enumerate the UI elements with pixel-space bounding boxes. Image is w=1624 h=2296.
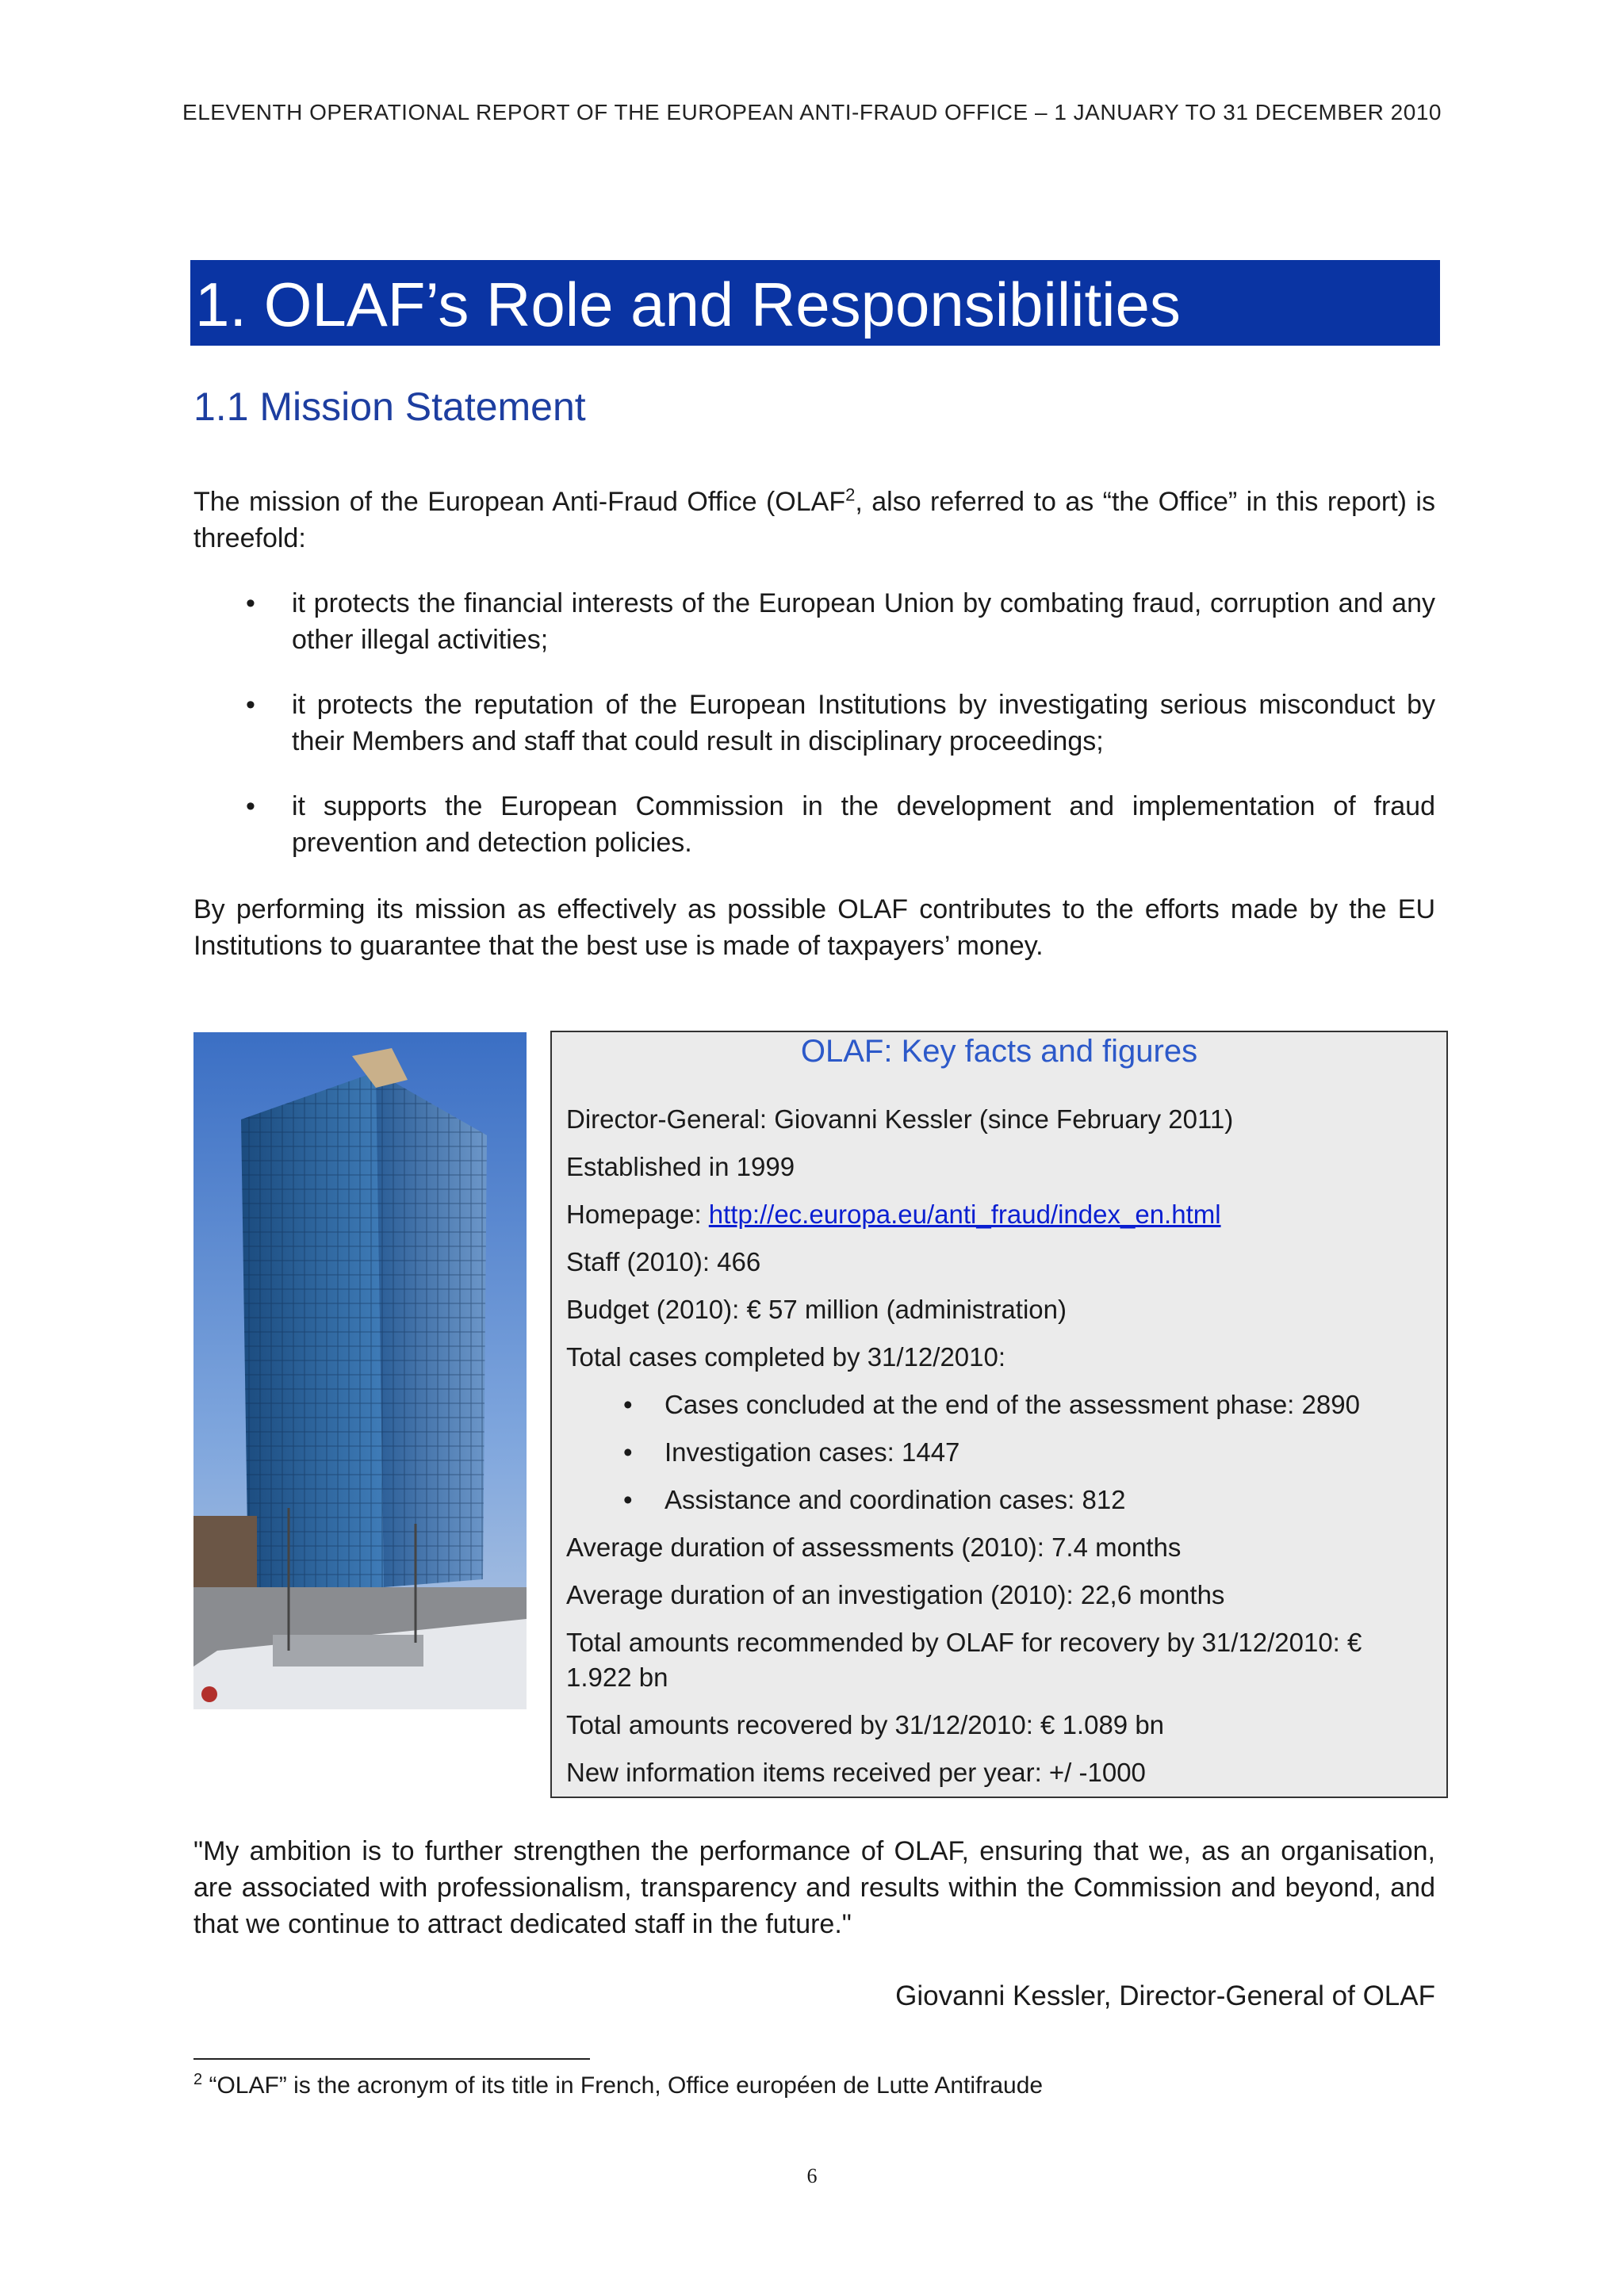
- fact-staff: Staff (2010): 466: [566, 1247, 761, 1276]
- bullet-text: it supports the European Commission in the development and implementation of fraud prevention and detection policies.: [292, 791, 1435, 858]
- case-item-text: Cases concluded at the end of the assessment phase: 2890: [665, 1390, 1360, 1419]
- intro-text-after: , also referred to as “the Office” in this report) is threefold:: [193, 487, 1435, 553]
- footnote-reference[interactable]: 2: [845, 484, 856, 505]
- bullet-text: it protects the financial interests of the European Union by combating fraud, corruption and any other illegal activities;: [292, 588, 1435, 655]
- intro-paragraph: [193, 484, 1435, 557]
- mission-bullet-list: [193, 585, 1435, 890]
- fact-avg-assessment: Average duration of assessments (2010): 7.4 months: [566, 1533, 1182, 1562]
- list-item: [193, 788, 1435, 861]
- olaf-building-photo: [193, 1032, 527, 1709]
- footnote: [193, 2072, 1043, 2099]
- key-facts-list: [566, 1102, 1431, 1803]
- footnote-divider: [193, 2058, 590, 2060]
- fact-director: Director-General: Giovanni Kessler (since February 2011): [566, 1104, 1234, 1134]
- footnote-number: 2: [193, 2071, 203, 2088]
- fact-homepage: [566, 1197, 1431, 1232]
- footnote-text: “OLAF” is the acronym of its title in French, Office européen de Lutte Antifraude: [202, 2072, 1044, 2099]
- list-item: [193, 585, 1435, 658]
- section-title: 1.1 Mission Statement: [193, 385, 586, 429]
- list-item: [193, 687, 1435, 760]
- fact-total-cases: Total cases completed by 31/12/2010:: [566, 1342, 1006, 1372]
- fact-established: Established in 1999: [566, 1152, 795, 1181]
- key-facts-title: OLAF: Key facts and figures: [800, 1034, 1198, 1069]
- bullet-icon: •: [246, 690, 255, 720]
- case-item-text: Investigation cases: 1447: [665, 1437, 960, 1467]
- list-item: [566, 1483, 1431, 1517]
- running-header: ELEVENTH OPERATIONAL REPORT OF THE EUROPEAN ANTI-FRAUD OFFICE – 1 JANUARY TO 31 DECEMBER 2010: [182, 100, 1442, 124]
- homepage-label: Homepage:: [566, 1200, 709, 1229]
- homepage-link[interactable]: http://ec.europa.eu/anti_fraud/index_en.html: [708, 1200, 1221, 1229]
- fact-budget: Budget (2010): € 57 million (administration): [566, 1295, 1067, 1324]
- fact-recovered: Total amounts recovered by 31/12/2010: € 1.089 bn: [566, 1710, 1165, 1739]
- bullet-icon: •: [623, 1390, 633, 1419]
- bullet-icon: •: [623, 1485, 633, 1514]
- bullet-icon: •: [623, 1437, 633, 1467]
- case-item-text: Assistance and coordination cases: 812: [665, 1485, 1126, 1514]
- bullet-text: it protects the reputation of the European Institutions by investigating serious misconduct by their Members and staff that could result in disciplinary proceedings;: [292, 690, 1435, 756]
- list-item: [566, 1435, 1431, 1470]
- closing-paragraph: By performing its mission as effectively as possible OLAF contributes to the efforts made by the EU Institutions to guarantee that the best use is made of taxpayers’ money.: [193, 894, 1435, 961]
- fact-avg-investigation: Average duration of an investigation (2010): 22,6 months: [566, 1580, 1225, 1609]
- quote-signature: Giovanni Kessler, Director-General of OLAF: [895, 1980, 1435, 2011]
- list-item: [566, 1387, 1431, 1422]
- intro-text-before: The mission of the European Anti-Fraud Office (OLAF: [193, 487, 846, 517]
- chapter-title: 1. OLAF’s Role and Responsibilities: [195, 270, 1181, 339]
- director-quote: "My ambition is to further strengthen the performance of OLAF, ensuring that we, as an organisation, are associated with professionalism, transparency and results within the Commission and beyond, and that we continue to attract dedicated staff in the future.": [193, 1836, 1435, 1939]
- fact-recommended-recovery: Total amounts recommended by OLAF for recovery by 31/12/2010: € 1.922 bn: [566, 1628, 1362, 1692]
- page-number: 6: [806, 2164, 818, 2187]
- bullet-icon: •: [246, 588, 255, 618]
- bullet-icon: •: [246, 791, 255, 821]
- fact-new-items: New information items received per year: +/ -1000: [566, 1758, 1146, 1787]
